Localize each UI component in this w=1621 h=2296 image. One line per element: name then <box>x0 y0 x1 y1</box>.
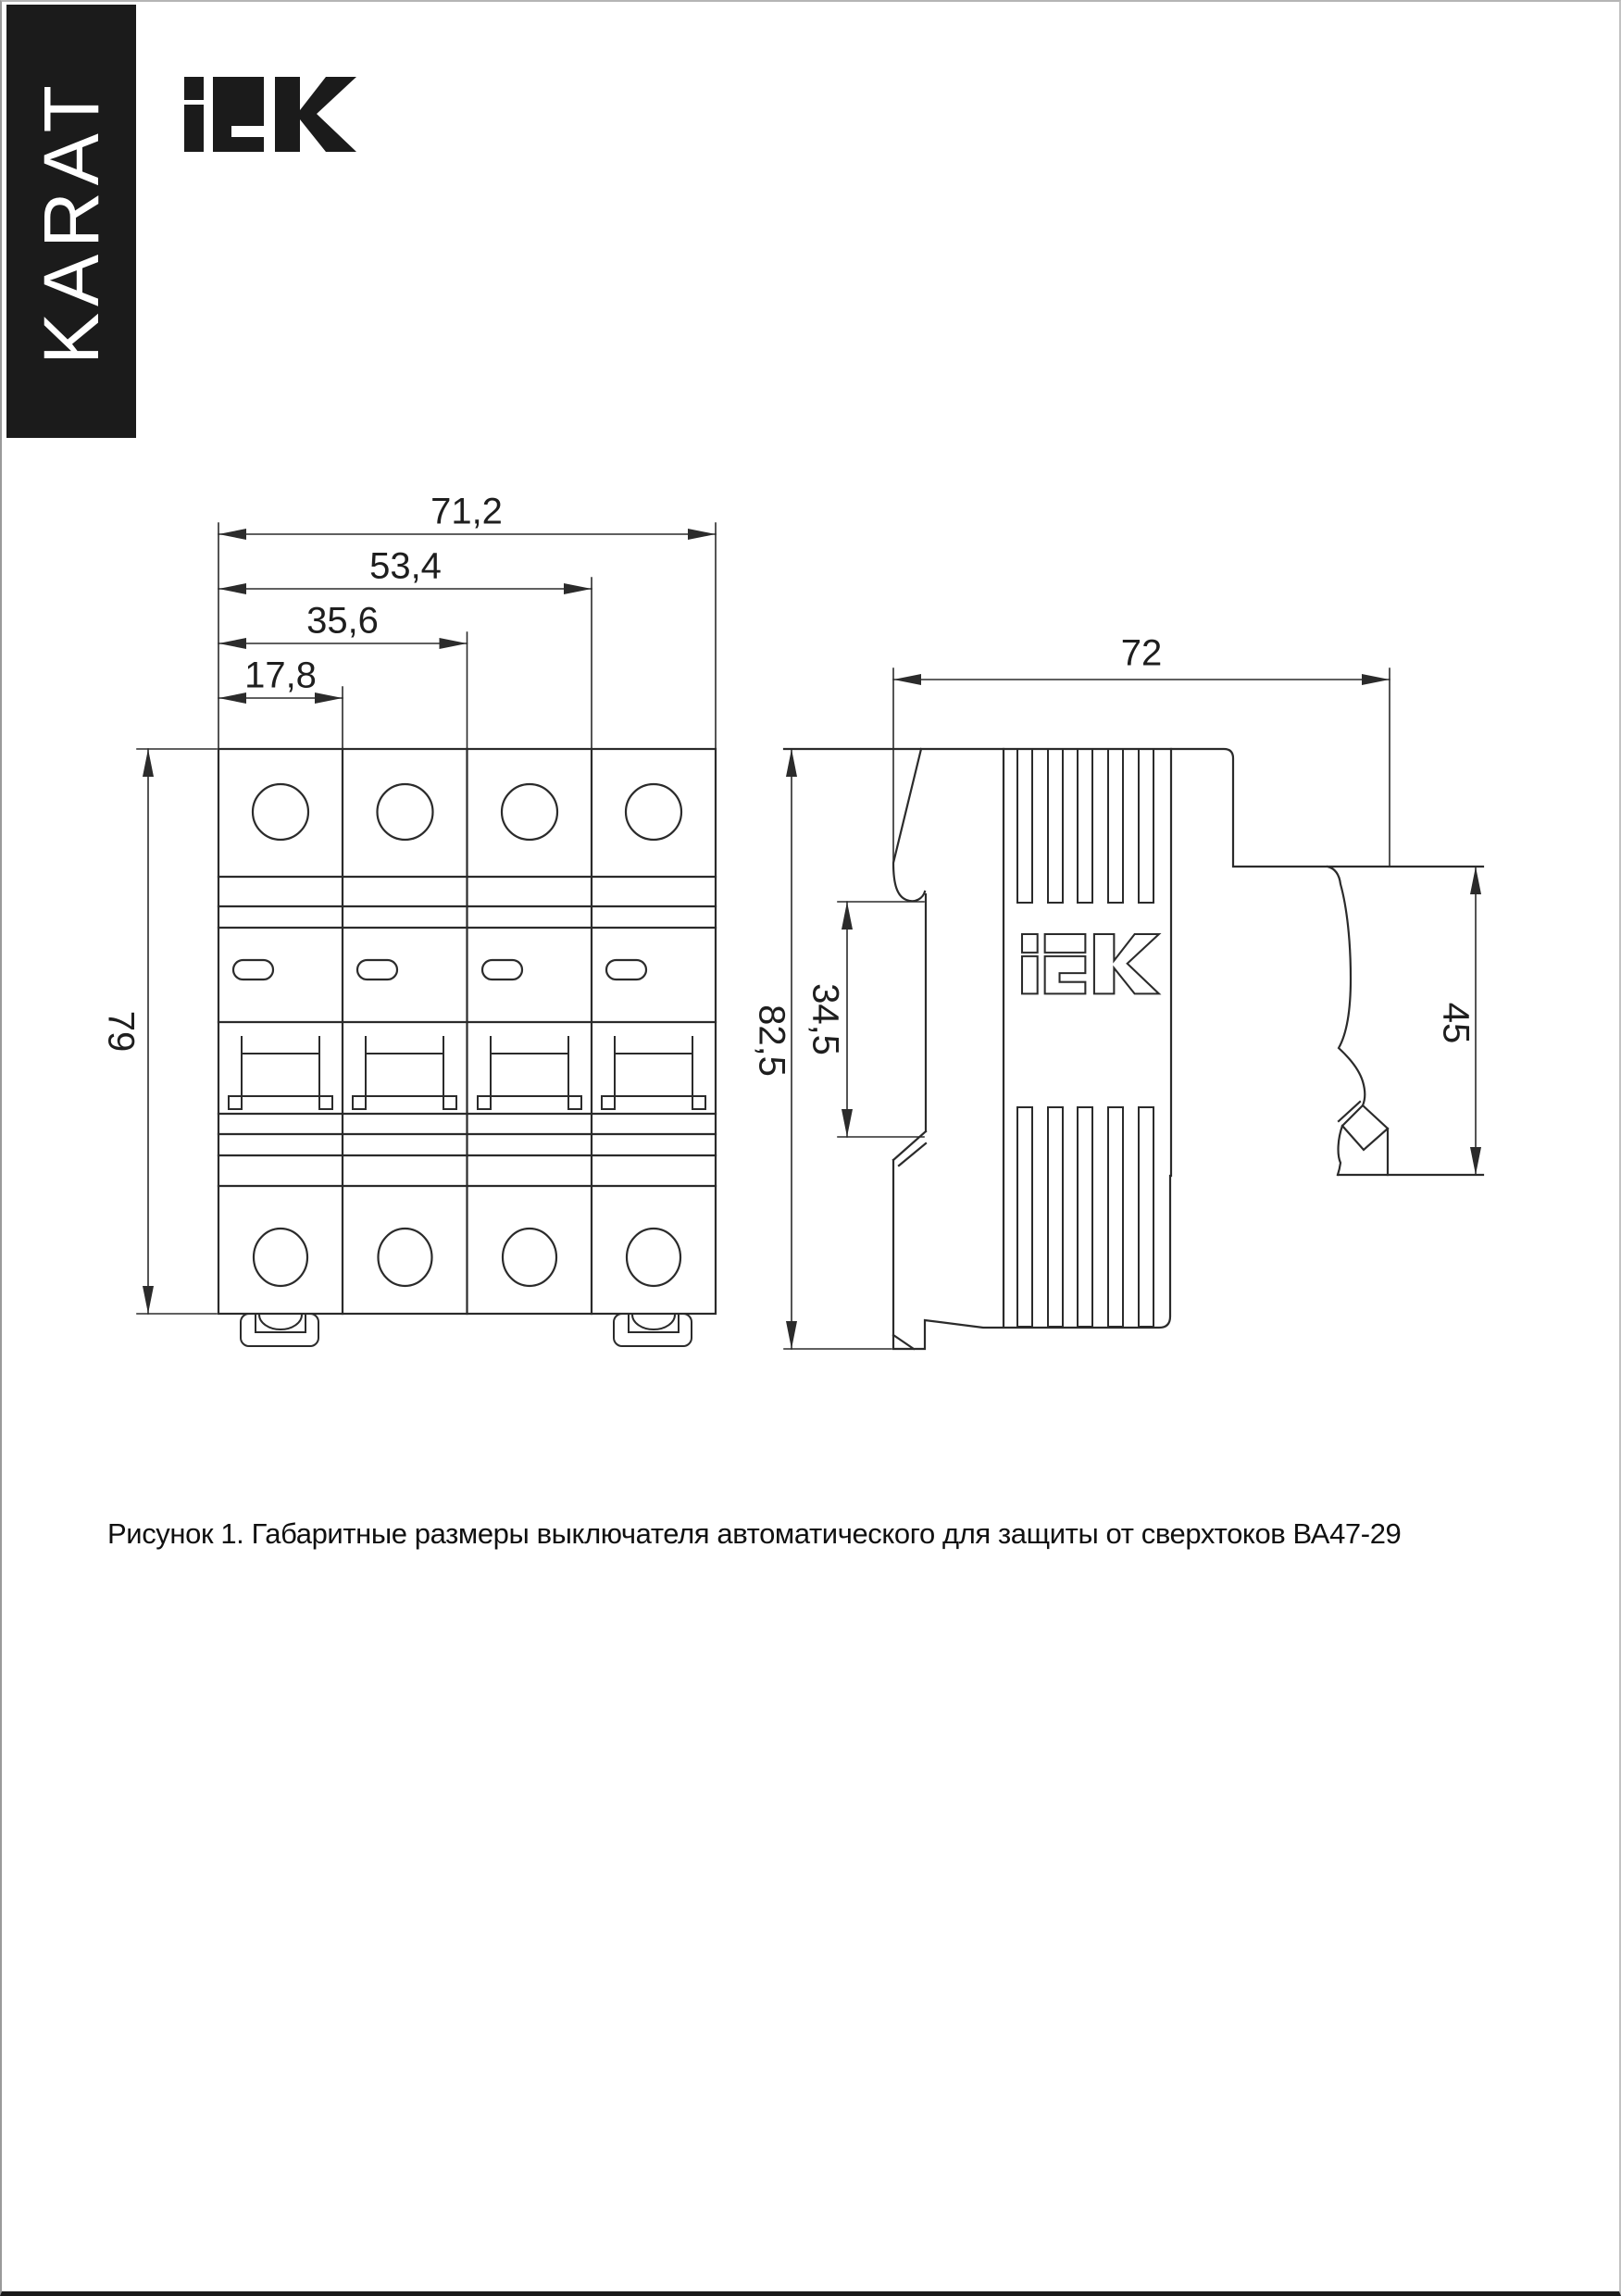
iek-outline-logo <box>1022 934 1159 993</box>
dim-front-height: 79 <box>100 1010 142 1053</box>
dim-front-width-1pole: 17,8 <box>244 655 317 696</box>
side-ribs-bottom <box>1017 1107 1153 1327</box>
side-front-profile <box>784 749 1483 1175</box>
front-view <box>218 749 716 1346</box>
side-panel-edges <box>1004 749 1171 1327</box>
dimension-lines <box>137 523 1476 1349</box>
figure-caption: Рисунок 1. Габаритные размеры выключателя автоматического для защиты от сверхтоков ВА47-29 <box>107 1517 1402 1550</box>
dim-front-width-total: 71,2 <box>430 491 503 532</box>
side-toggle-lever <box>1339 1102 1388 1175</box>
dim-side-front-face: 45 <box>1435 1002 1477 1044</box>
dim-side-depth: 72 <box>1120 632 1163 674</box>
pole-dividers <box>343 749 592 1314</box>
karat-label: KARAT <box>27 78 115 365</box>
side-view <box>784 749 1483 1349</box>
technical-drawing <box>2 2 1621 2296</box>
dim-front-width-3pole: 53,4 <box>369 545 442 587</box>
dim-side-rail-channel: 34,5 <box>804 983 846 1055</box>
dim-front-width-2pole: 35,6 <box>306 600 379 642</box>
side-ribs-top <box>1017 749 1153 903</box>
label-windows <box>233 960 646 980</box>
din-clips <box>241 1314 692 1346</box>
dim-side-height-total: 82,5 <box>751 1004 792 1077</box>
